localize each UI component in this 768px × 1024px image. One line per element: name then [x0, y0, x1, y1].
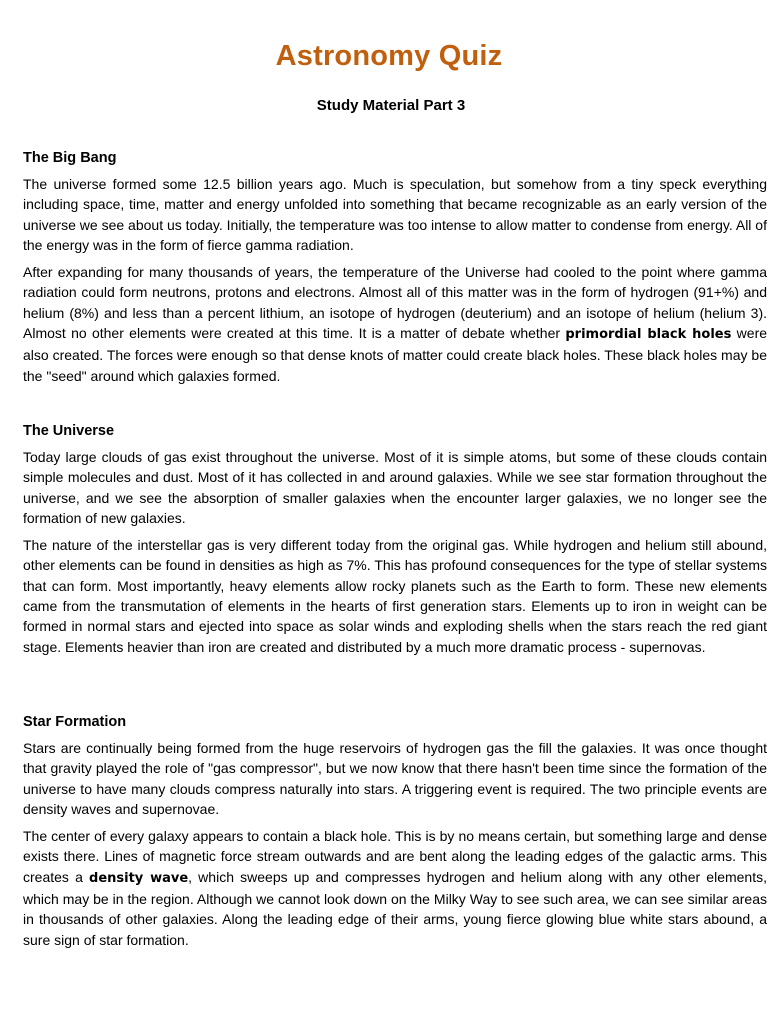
paragraph: Stars are continually being formed from the huge reservoirs of hydrogen gas the fill the galaxies. It was once thought that gravity played the role of "gas compressor", but we now know that there hasn't been time since the formation of the universe to have many clouds compress naturally into stars. A triggering event is required. The two principle events are density waves and supernovae.	[23, 740, 767, 817]
section-heading: The Universe	[23, 423, 115, 439]
section-universe	[23, 421, 767, 664]
document-subtitle: Study Material Part 3	[316, 97, 466, 114]
paragraph	[23, 262, 767, 386]
paragraph-text: were also created. The forces were enough so that dense knots of matter could create black holes. These black holes may be the "seed" around which galaxies formed.	[23, 325, 768, 384]
section-heading: Star Formation	[23, 714, 127, 730]
paragraph: Today large clouds of gas exist throughout the universe. Most of it is simple atoms, but some of these clouds contain simple molecules and dust. Most of it has collected in and around galaxies. While we see star formation throughout the universe, and we see the absorption of smaller galaxies when the encounter larger galaxies, we no longer see the formation of new galaxies.	[23, 449, 767, 526]
paragraph-text: The center of every galaxy appears to contain a black hole. This is by no means certain, but something large and dense exists there. Lines of magnetic force stream outwards and are bent along the leading edges of the galactic arms. This creates a	[23, 828, 767, 885]
section-star-formation	[23, 712, 767, 957]
paragraph	[23, 826, 767, 950]
section-heading: The Big Bang	[23, 150, 117, 166]
highlighted-term: density wave	[89, 870, 189, 886]
paragraph-text: , which sweeps up and compresses hydrogen and helium along with any other elements, which may be in the region. Although we cannot look down on the Milky Way to see such area, we can see similar areas in thousands of other galaxies. Along the leading edge of their arms, young fierce glowing blue white stars abound, a sure sign of star formation.	[23, 868, 767, 948]
document-title: Astronomy Quiz	[275, 40, 503, 72]
paragraph-text: After expanding for many thousands of years, the temperature of the Universe had cooled to the point where gamma radiation could form neutrons, protons and electrons. Almost all of this matter was in the form of hydrogen (91+%) and helium (8%) and less than a percent lithium, an isotope of hydrogen (deuterium) and an isotope of helium (helium 3). Almost no other elements were created at this time. It is a matter of debate whether	[23, 264, 767, 342]
section-big-bang	[23, 148, 767, 393]
highlighted-term: primordial black holes	[565, 327, 732, 343]
paragraph: The nature of the interstellar gas is very different today from the original gas. While hydrogen and helium still abound, other elements can be found in densities as high as 7%. This has profound consequences for the type of stellar systems that can form. Most importantly, heavy elements allow rocky planets such as the Earth to form. These new elements came from the transmutation of elements in the hearts of first generation stars. Elements up to iron in weight can be formed in normal stars and ejected into space as solar winds and exploding shells when the stars reach the red giant stage. Elements heavier than iron are created and distributed by a much more dramatic process - supernovas.	[23, 537, 767, 655]
paragraph: The universe formed some 12.5 billion years ago. Much is speculation, but somehow from a tiny speck everything including space, time, matter and energy unfolded into something that became recognizable as an early version of the universe we see about us today. Initially, the temperature was too intense to allow matter to condense from energy. All of the energy was in the form of fierce gamma radiation.	[23, 176, 767, 253]
